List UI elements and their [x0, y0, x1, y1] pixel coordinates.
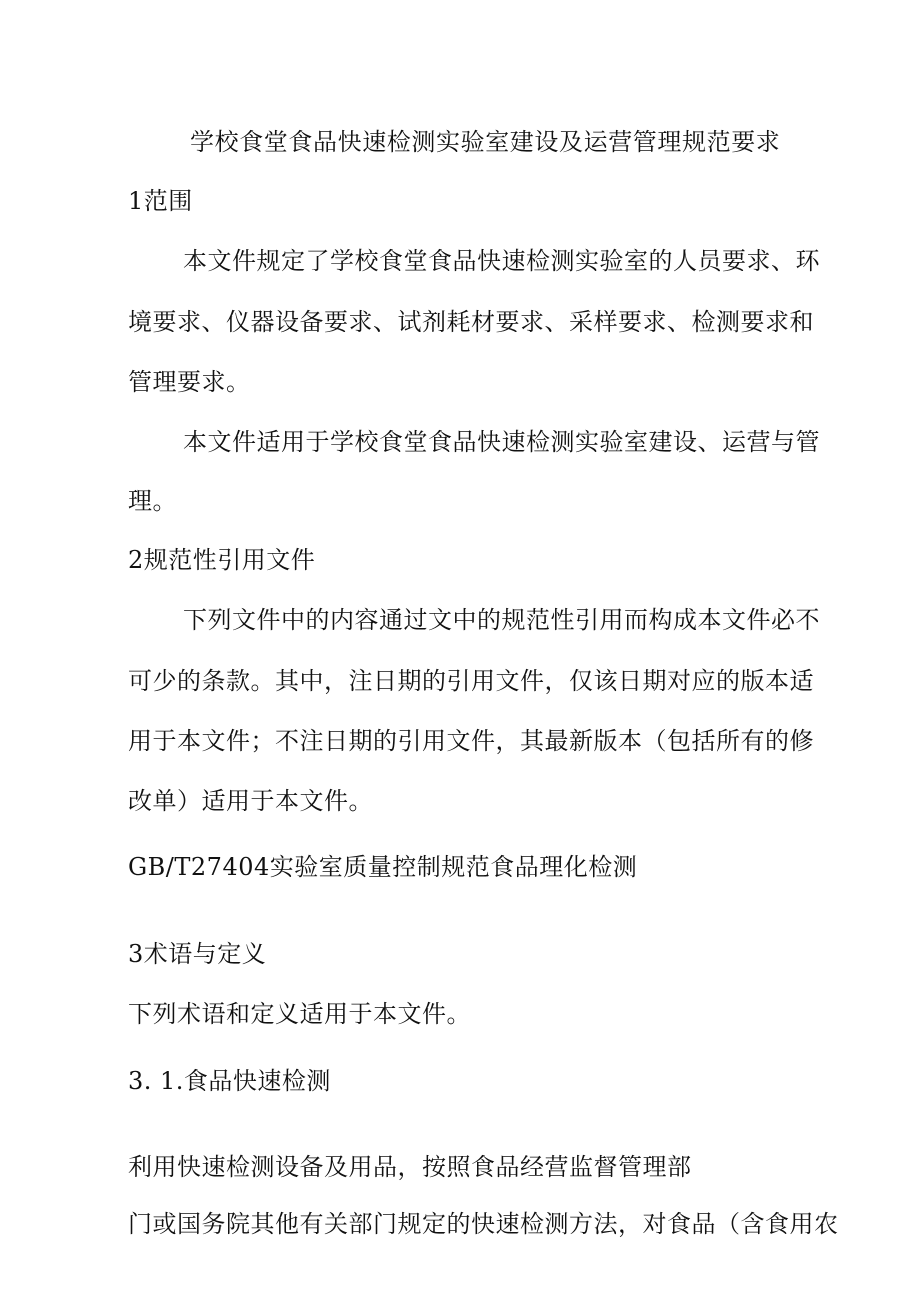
section-1-para-1-line-1: 本文件规定了学校食堂食品快速检测实验室的人员要求、环 [183, 247, 820, 275]
section-1-para-2-line-2: 理。 [128, 487, 177, 515]
section-2-para-1-line-2: 可少的条款。其中，注日期的引用文件，仅该日期对应的版本适 [128, 667, 814, 695]
section-3-1-definition-line-2: 门或国务院其他有关部门规定的快速检测方法，对食品（含食用农 [128, 1210, 839, 1238]
section-2-para-1-line-1: 下列文件中的内容通过文中的规范性引用而构成本文件必不 [183, 606, 820, 634]
section-3-heading: 3术语与定义 [128, 940, 267, 968]
section-3-1-definition-line-1: 利用快速检测设备及用品，按照食品经营监督管理部 [128, 1153, 692, 1181]
section-1-heading: 1范围 [128, 187, 193, 215]
section-3-1-subheading: 3. 1.食品快速检测 [128, 1067, 331, 1095]
section-1-para-1-line-3: 管理要求。 [128, 368, 251, 396]
section-1-para-2-line-1: 本文件适用于学校食堂食品快速检测实验室建设、运营与管 [183, 428, 820, 456]
section-3-intro: 下列术语和定义适用于本文件。 [128, 1000, 471, 1028]
document-title: 学校食堂食品快速检测实验室建设及运营管理规范要求 [190, 128, 781, 156]
section-2-heading: 2规范性引用文件 [128, 546, 316, 574]
section-1-para-1-line-2: 境要求、仪器设备要求、试剂耗材要求、采样要求、检测要求和 [128, 308, 814, 336]
section-2-para-1-line-4: 改单）适用于本文件。 [128, 787, 373, 815]
section-2-para-1-line-3: 用于本文件；不注日期的引用文件，其最新版本（包括所有的修 [128, 727, 814, 755]
section-2-reference: GB/T27404实验室质量控制规范食品理化检测 [128, 853, 638, 881]
